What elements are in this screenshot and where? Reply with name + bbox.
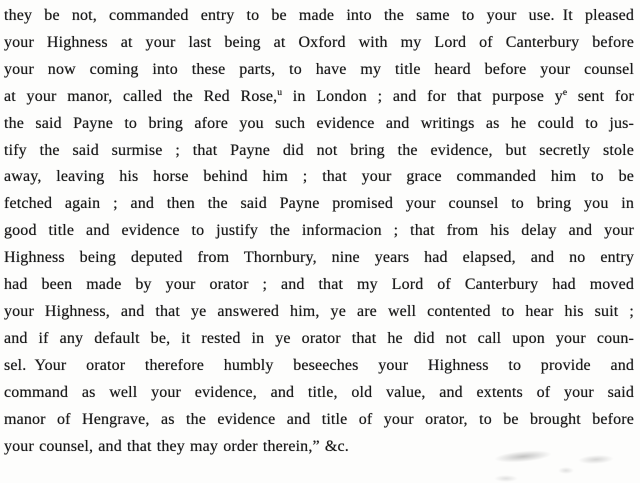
text-line: fetched again ; and then the said Payne promised your counsel to bring you in xyxy=(4,195,634,213)
text-segment: sent for xyxy=(567,87,635,105)
text-line: your counsel, and that they may order therein,” &c. xyxy=(4,437,349,455)
text-line: they be not, commanded entry to be made into the same to your use. It pleased xyxy=(4,7,634,24)
text-line: your Highness at your last being at Oxford with my Lord of Canterbury before xyxy=(4,33,634,51)
ink-smudge xyxy=(494,475,518,482)
superscript-abbreviation: e xyxy=(562,87,568,98)
text-segment: in London ; and for that purpose y xyxy=(282,87,563,105)
text-line: sel. Your orator therefore humbly beseeches your Highness to provide and xyxy=(4,356,634,374)
ink-smudge xyxy=(558,467,574,474)
text-line: away, leaving his horse behind him ; that your grace commanded him to be xyxy=(4,168,634,186)
text-line: your Highness, and that ye answered him, ye are well contented to hear his suit ; xyxy=(4,302,634,320)
text-line: your now coming into these parts, to have my title heard before your counsel xyxy=(4,60,634,78)
text-line: had been made by your orator ; and that my Lord of Canterbury had moved xyxy=(4,276,634,294)
text-line-with-footnote xyxy=(4,84,634,111)
text-line: and if any default be, it rested in ye orator that he did not call upon your coun- xyxy=(4,329,634,347)
paragraph xyxy=(4,3,634,460)
text-segment: at your manor, called the Red Rose, xyxy=(4,87,278,105)
footnote-marker: u xyxy=(277,87,283,98)
text-line: the said Payne to bring afore you such evidence and writings as he could to jus- xyxy=(4,114,634,132)
text-line: manor of Hengrave, as the evidence and title of your orator, to be brought before xyxy=(4,410,634,428)
text-line: good title and evidence to justify the informacion ; that from his delay and your xyxy=(4,222,634,240)
text-line: tify the said surmise ; that Payne did not bring the evidence, but secretly stole xyxy=(4,141,634,159)
text-line: command as well your evidence, and title, old value, and extents of your said xyxy=(4,383,634,401)
text-line: Highness being deputed from Thornbury, nine years had elapsed, and no entry xyxy=(4,249,634,267)
